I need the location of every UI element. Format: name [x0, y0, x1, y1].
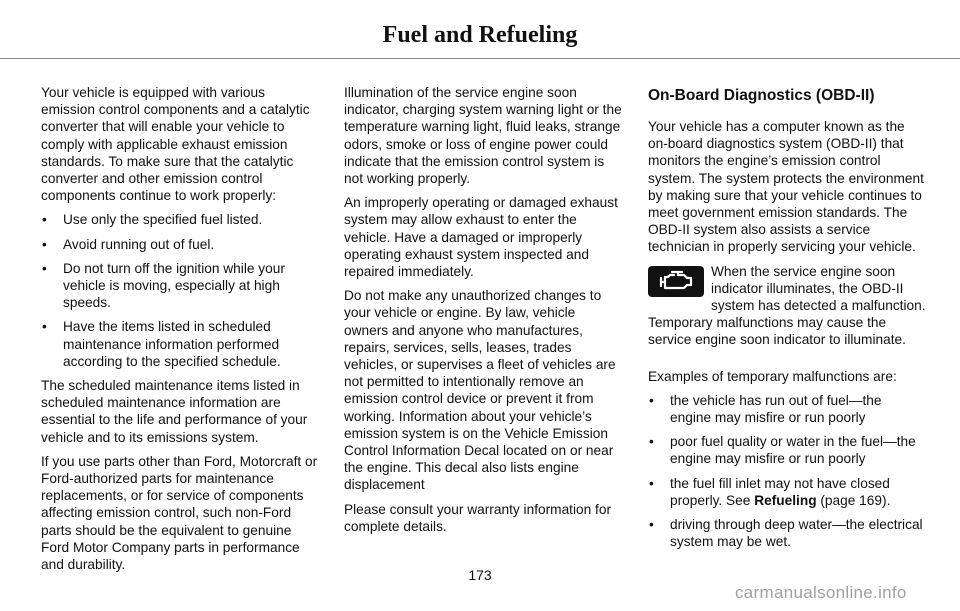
- column-right: [648, 86, 926, 557]
- check-engine-icon: [648, 266, 704, 297]
- exhaust-paragraph: An improperly operating or damaged exhaust system may allow exhaust to enter the vehicle. Have a damaged or improperly operating exhaust system inspected and repaired immediately.: [344, 195, 618, 280]
- section-heading: On-Board Diagnostics (OBD-II): [648, 87, 875, 104]
- scheduled-maintenance-paragraph: The scheduled maintenance items listed in scheduled maintenance information are essential to the life and performance of your vehicle and to its emissions system.: [41, 378, 308, 445]
- temporary-malfunctions-list: [648, 392, 926, 551]
- column-left: [41, 84, 320, 580]
- list-item: • the vehicle has run out of fuel—the engine may misfire or run poorly: [648, 392, 926, 426]
- intro-paragraph: Your vehicle is equipped with various emission control components and a catalytic converter that will enable your vehicle to comply with applicable exhaust emission standards. To make sure that the catalytic converter and other emission control components continue to work properly:: [41, 85, 310, 204]
- indicator-paragraph: When the service engine soon indicator illuminates, the OBD-II system has detected a malfunction. Temporary malfunctions may cause the service engine soon indicator to illuminate.: [648, 263, 926, 348]
- list-item: • poor fuel quality or water in the fuel—the engine may misfire or run poorly: [648, 433, 926, 467]
- obd-intro-paragraph: Your vehicle has a computer known as the on-board diagnostics system (OBD-II) that monitors the engine’s emission control system. The system protects the environment by making sure that your vehicle continues to meet government emission standards. The OBD-II system also assists a service technician in properly servicing your vehicle.: [648, 119, 924, 255]
- list-item-text: the fuel fill inlet may not have closed properly. See: [670, 475, 890, 508]
- warning-lights-paragraph: Illumination of the service engine soon indicator, charging system warning light or the temperature warning light, fluid leaks, strange odors, smoke or loss of engine power could indicate that the emission control system is not working properly.: [344, 85, 622, 187]
- header-divider: [0, 58, 960, 59]
- unauthorized-changes-paragraph: Do not make any unauthorized changes to your vehicle or engine. By law, vehicle owners and anyone who manufactures, repairs, services, sells, leases, trades vehicles, or supervises a fleet of vehicles are not permitted to intentionally remove an emission control device or prevent it from working. Information about your vehicle’s emission system is on the Vehicle Emission Control Information Decal located on or near the engine. This decal also lists engine displacement: [344, 288, 616, 493]
- column-middle: [344, 84, 623, 542]
- page-number: 173: [468, 567, 492, 583]
- list-item: • Do not turn off the ignition while your vehicle is moving, especially at high speeds.: [41, 260, 320, 312]
- warranty-paragraph: Please consult your warranty information for complete details.: [344, 501, 612, 534]
- page-reference: (page 169).: [816, 492, 891, 508]
- examples-intro: Examples of temporary malfunctions are:: [648, 368, 897, 384]
- watermark: carmanualsonline.info: [735, 583, 907, 602]
- list-item: • Avoid running out of fuel.: [41, 236, 320, 253]
- refueling-reference-link[interactable]: Refueling: [754, 492, 817, 508]
- maintenance-tips-list: [41, 211, 320, 370]
- list-item: • Have the items listed in scheduled maintenance information performed according to the specified schedule.: [41, 318, 320, 370]
- list-item: • driving through deep water—the electrical system may be wet.: [648, 516, 926, 550]
- parts-paragraph: If you use parts other than Ford, Motorcraft or Ford-authorized parts for maintenance replacements, or for service of components affecting emission control, such non-Ford parts should be the equivalent to genuine Ford Motor Company parts in performance and durability.: [41, 453, 318, 573]
- list-item: [648, 475, 926, 509]
- page-title: Fuel and Refueling: [382, 22, 578, 48]
- list-item: • Use only the specified fuel listed.: [41, 211, 320, 228]
